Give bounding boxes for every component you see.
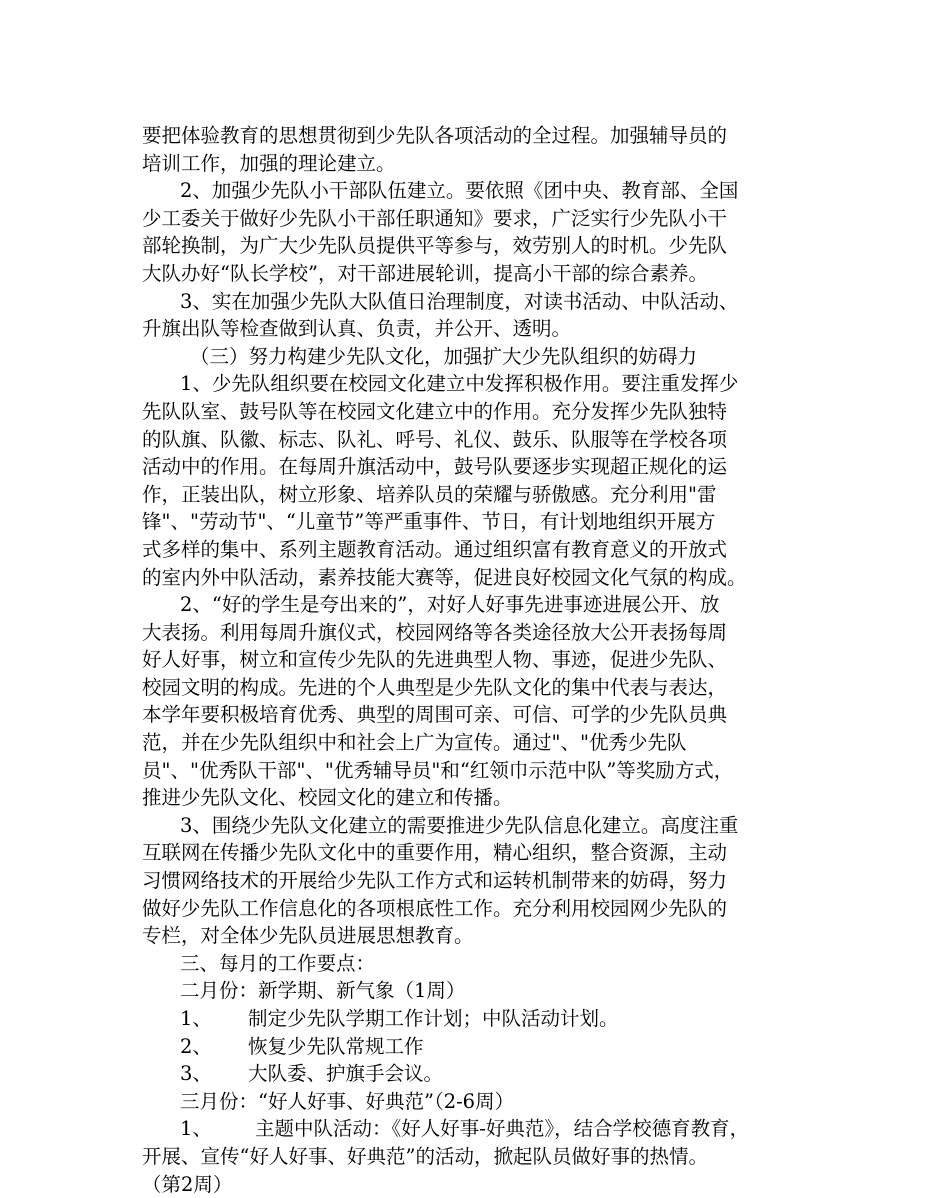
text-line: 做好少先队工作信息化的各项根底性工作。充分利用校园网少先队的: [142, 896, 728, 920]
text-line: 大队办好“队长学校”，对干部进展轮训，提高小干部的综合素养。: [142, 261, 708, 285]
text-line: 互联网在传播少先队文化中的重要作用，精心组织，整合资源，主动: [142, 841, 728, 865]
item-text: 恢复少先队常规工作: [248, 1034, 424, 1058]
item-number: 1、: [180, 1117, 212, 1141]
text-line: 习惯网络技术的开展给少先队工作方式和运转机制带来的妨碍，努力: [142, 869, 728, 893]
document-body: [142, 122, 832, 1198]
item-number: 1、: [180, 1007, 212, 1030]
item-text: 大队委、护旗手会议。: [248, 1062, 444, 1086]
list-item: [142, 1115, 832, 1143]
text-line: 的室内外中队活动，素养技能大赛等，促进良好校园文化气氛的构成。: [142, 565, 747, 589]
text-line: 式多样的集中、系列主题教育活动。通过组织富有教育意义的开放式: [142, 537, 728, 561]
text-line: 锋"、"劳动节"、“儿童节”等严重事件、节日，有计划地组织开展方: [142, 510, 716, 534]
text-line: 专栏，对全体少先队员进展思想教育。: [142, 924, 474, 948]
month-heading: 三月份：“好人好事、好典范”（2-6周）: [180, 1089, 515, 1113]
text-line: 大表扬。利用每周升旗仪式，校园网络等各类途径放大公开表扬每周: [142, 620, 728, 644]
list-item: [142, 1033, 832, 1061]
text-line: 开展、宣传“好人好事、好典范”的活动，掀起队员做好事的热情。: [142, 1144, 708, 1168]
text-line: 好人好事，树立和宣传少先队的先进典型人物、事迹，促进少先队、: [142, 648, 728, 672]
section-heading: 三、每月的工作要点：: [180, 951, 376, 975]
text-line: 作，正装出队，树立形象、培养队员的荣耀与骄傲感。充分利用"雷: [142, 482, 717, 506]
text-line: 升旗出队等检查做到认真、负责，并公开、透明。: [142, 317, 572, 341]
text-line: 的队旗、队徽、标志、队礼、呼号、礼仪、鼓乐、队服等在学校各项: [142, 427, 728, 451]
text-line: 2、“好的学生是夸出来的”，对好人好事先进事迹进展公开、放: [180, 593, 720, 617]
text-line: 推进少先队文化、校园文化的建立和传播。: [142, 786, 513, 810]
item-number: 2、: [180, 1034, 212, 1058]
text-line: 3、实在加强少先队大队值日治理制度，对读书活动、中队活动、: [180, 289, 739, 313]
text-line: 少工委关于做好少先队小干部任职通知》要求，广泛实行少先队小干: [142, 206, 728, 230]
list-item: [142, 1005, 832, 1033]
item-text: 主题中队活动：《好人好事-好典范》，结合学校德育教育，: [255, 1117, 750, 1141]
text-line: 本学年要积极培育优秀、典型的周围可亲、可信、可学的少先队员典: [142, 703, 728, 727]
text-line: 1、少先队组织要在校园文化建立中发挥积极作用。要注重发挥少: [180, 372, 739, 396]
list-item: [142, 1060, 832, 1088]
section-heading: （三）努力构建少先队文化，加强扩大少先队组织的妨碍力: [190, 344, 698, 368]
text-line: 活动中的作用。在每周升旗活动中，鼓号队要逐步实现超正规化的运: [142, 455, 728, 479]
item-number: 3、: [180, 1062, 212, 1086]
month-heading: 二月份：新学期、新气象（1周）: [180, 979, 466, 1003]
item-text: 制定少先队学期工作计划；中队活动计划。: [248, 1007, 619, 1030]
text-line: 校园文明的构成。先进的个人典型是少先队文化的集中代表与表达，: [142, 675, 728, 699]
text-line: 3、围绕少先队文化建立的需要推进少先队信息化建立。高度注重: [180, 813, 739, 837]
text-line: （第2周）: [142, 1172, 233, 1196]
text-line: 要把体验教育的思想贯彻到少先队各项活动的全过程。加强辅导员的: [142, 124, 728, 147]
text-line: 范，并在少先队组织中和社会上广为宣传。通过"、"优秀少先队: [142, 731, 687, 755]
text-line: 先队队室、鼓号队等在校园文化建立中的作用。充分发挥少先队独特: [142, 399, 728, 423]
text-line: 培训工作，加强的理论建立。: [142, 151, 396, 175]
text-line: 2、加强少先队小干部队伍建立。要依照《团中央、教育部、全国: [180, 179, 739, 203]
text-line: 部轮换制，为广大少先队员提供平等参与，效劳别人的时机。少先队: [142, 234, 728, 258]
text-line: 员"、"优秀队干部"、"优秀辅导员"和“红领巾示范中队”等奖励方式，: [142, 758, 734, 782]
